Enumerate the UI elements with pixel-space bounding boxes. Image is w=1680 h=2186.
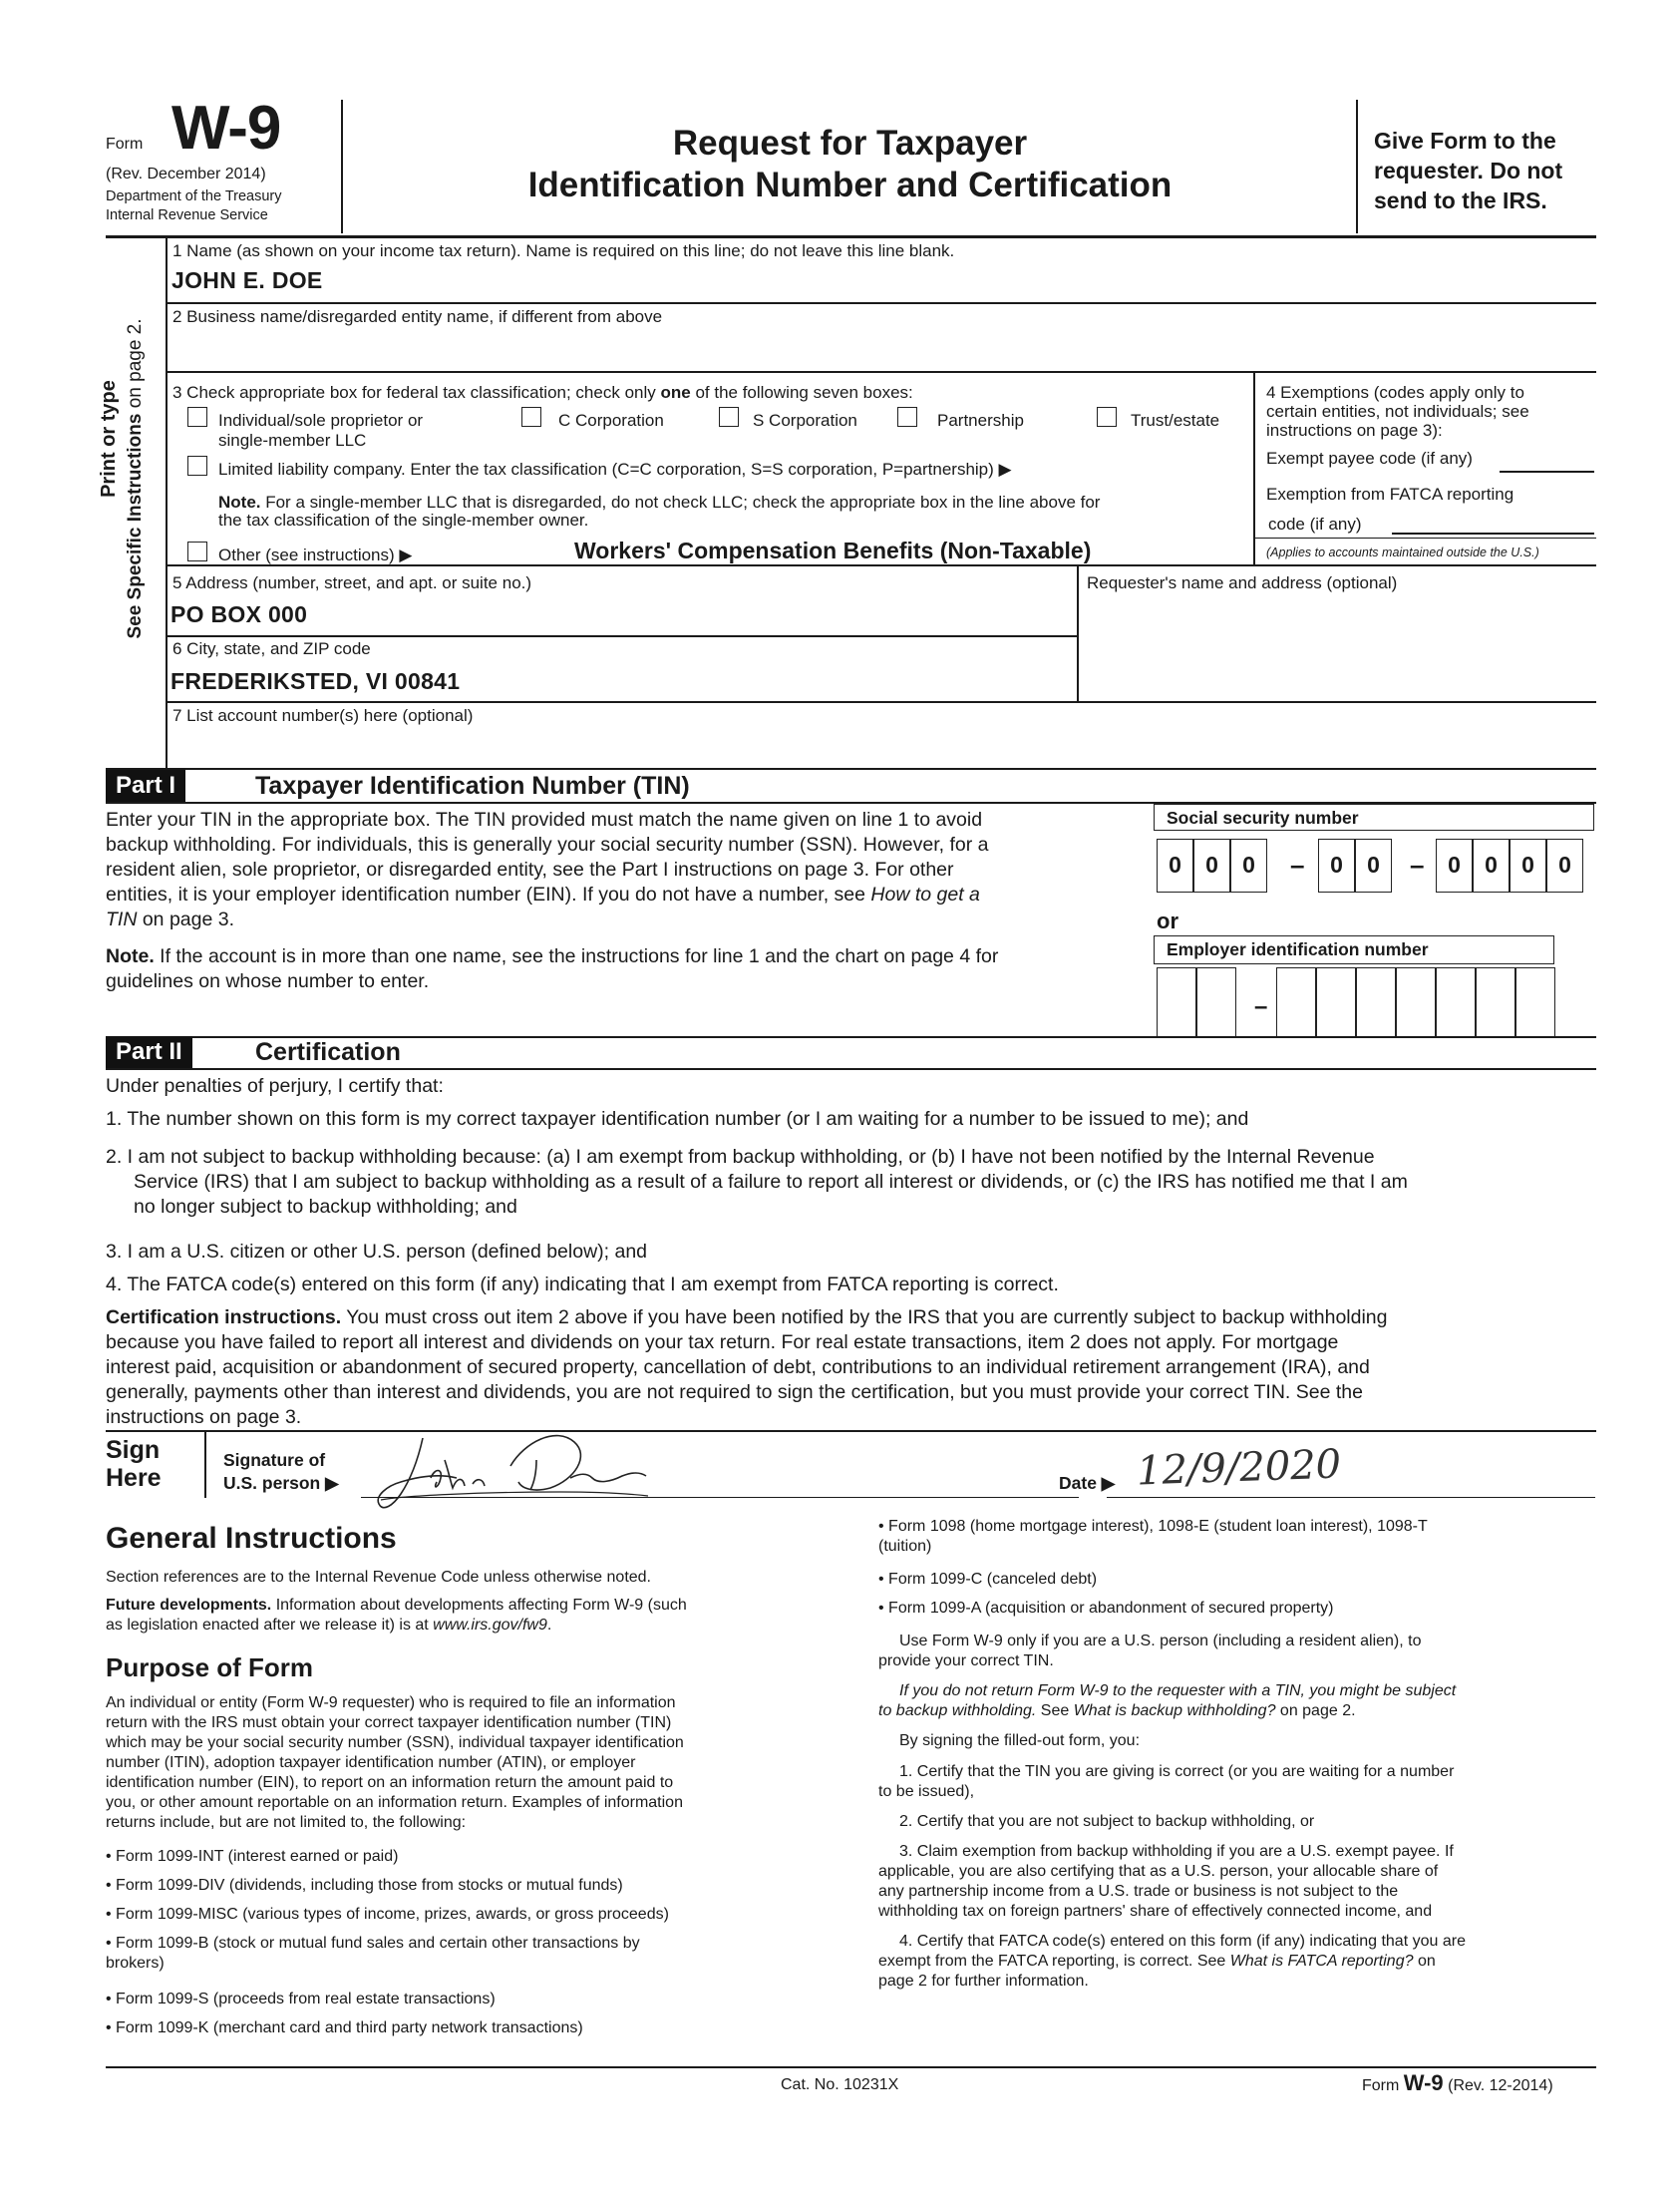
line3-note-1: Note. For a single-member LLC that is disregarded, do not check LLC; check the appropriate box in the line above for bbox=[218, 493, 1101, 512]
r-return-2: to backup withholding. See What is backup withholding? on page 2. bbox=[878, 1702, 1356, 1719]
gi-future-1: Future developments. Information about developments affecting Form W-9 (such bbox=[106, 1597, 687, 1614]
cert-item-4: 4. The FATCA code(s) entered on this form (if any) indicating that I am exempt from FATCA reporting is correct. bbox=[106, 1274, 1059, 1295]
fatca-label-1: Exemption from FATCA reporting bbox=[1266, 485, 1514, 504]
bullet-1099-s: • Form 1099-S (proceeds from real estate transactions) bbox=[106, 1991, 496, 2007]
cert-item-3: 3. I am a U.S. citizen or other U.S. person (defined below); and bbox=[106, 1241, 648, 1263]
form-label: Form bbox=[106, 136, 144, 153]
bullet-1099-div: • Form 1099-DIV (dividends, including those from stocks or mutual funds) bbox=[106, 1877, 623, 1894]
agency: Internal Revenue Service bbox=[106, 207, 268, 223]
cert-item-1: 1. The number shown on this form is my correct taxpayer identification number (or I am waiting for a number to be issued to me); and bbox=[106, 1108, 1249, 1130]
ssn-digit-9[interactable]: 0 bbox=[1546, 839, 1583, 893]
r-certify-1a: 1. Certify that the TIN you are giving is correct (or you are waiting for a number bbox=[899, 1763, 1455, 1780]
line5-label: 5 Address (number, street, and apt. or suite no.) bbox=[172, 573, 532, 592]
part1-p4: entities, it is your employer identification number (EIN). If you do not have a number, see How to get a bbox=[106, 884, 980, 906]
cert-instructions-1: Certification instructions. You must cross out item 2 above if you have been notified by the IRS that you are currently subject to backup withholding bbox=[106, 1306, 1388, 1328]
opt-c-corporation: C Corporation bbox=[558, 411, 664, 430]
part1-note-1: Note. If the account is in more than one name, see the instructions for line 1 and the chart on page 4 for bbox=[106, 945, 999, 967]
give-form-note-1: Give Form to the bbox=[1374, 128, 1556, 154]
signature-field[interactable] bbox=[361, 1416, 650, 1526]
bullet-1099-b-1: • Form 1099-B (stock or mutual fund sales and certain other transactions by bbox=[106, 1935, 640, 1952]
r-claim-a: 3. Claim exemption from backup withholding if you are a U.S. exempt payee. If bbox=[899, 1843, 1454, 1860]
r-1098-1: • Form 1098 (home mortgage interest), 1098-E (student loan interest), 1098-T bbox=[878, 1518, 1428, 1535]
ein-digit-6[interactable] bbox=[1396, 967, 1436, 1037]
ssn-digit-7[interactable]: 0 bbox=[1473, 839, 1510, 893]
cert-item-2a: 2. I am not subject to backup withholding because: (a) I am exempt from backup withholding, or (b) I have not been notified by the Internal Revenue bbox=[106, 1146, 1375, 1168]
part1-tag: Part I bbox=[106, 770, 185, 802]
r-claim-c: any partnership income from a U.S. trade or business is not subject to the bbox=[878, 1883, 1399, 1900]
r-fatca-c: page 2 for further information. bbox=[878, 1973, 1089, 1990]
pf-line-2: return with the IRS must obtain your correct taxpayer identification number (TIN) bbox=[106, 1714, 672, 1731]
opt-partnership: Partnership bbox=[937, 411, 1024, 430]
ein-digit-2[interactable] bbox=[1196, 967, 1236, 1037]
checkbox-s-corporation[interactable] bbox=[719, 407, 739, 427]
form-title-line1: Request for Taxpayer bbox=[672, 124, 1028, 163]
here-label: Here bbox=[106, 1464, 162, 1492]
requester-label: Requester's name and address (optional) bbox=[1087, 573, 1398, 592]
see-instructions: See Specific Instructions on page 2. bbox=[125, 318, 146, 639]
part1-note-2: guidelines on whose number to enter. bbox=[106, 970, 430, 992]
ssn-label: Social security number bbox=[1154, 804, 1594, 831]
ein-digit-8[interactable] bbox=[1476, 967, 1515, 1037]
requester-field[interactable] bbox=[1083, 596, 1591, 696]
opt-individual-1: Individual/sole proprietor or bbox=[218, 411, 424, 430]
checkbox-individual[interactable] bbox=[187, 407, 207, 427]
other-classification-field[interactable]: Workers' Compensation Benefits (Non-Taxable) bbox=[574, 538, 1092, 563]
ssn-digit-1[interactable]: 0 bbox=[1157, 839, 1193, 893]
r-certify-1b: to be issued), bbox=[878, 1783, 975, 1800]
r-fatca-b: exempt from the FATCA reporting, is correct. See What is FATCA reporting? on bbox=[878, 1953, 1436, 1970]
r-claim-b: applicable, you are also certifying that as a U.S. person, your allocable share of bbox=[878, 1863, 1439, 1880]
part2-tag: Part II bbox=[106, 1036, 192, 1068]
part2-title: Certification bbox=[255, 1038, 401, 1066]
ein-digit-1[interactable] bbox=[1157, 967, 1196, 1037]
footer-form-id: Form W-9 (Rev. 12-2014) bbox=[1362, 2070, 1553, 2095]
print-or-type: Print or type bbox=[98, 380, 120, 498]
ein-digit-9[interactable] bbox=[1515, 967, 1555, 1037]
line4-text-2: certain entities, not individuals; see bbox=[1266, 402, 1529, 421]
part1-p5: TIN on page 3. bbox=[106, 909, 235, 930]
line2-business-name-field[interactable] bbox=[171, 333, 1567, 363]
bullet-1099-misc: • Form 1099-MISC (various types of income, prizes, awards, or gross proceeds) bbox=[106, 1906, 669, 1923]
fatca-code-field[interactable] bbox=[1392, 533, 1594, 535]
r-fatca-a: 4. Certify that FATCA code(s) entered on this form (if any) indicating that you are bbox=[899, 1933, 1466, 1950]
date-field[interactable]: 12/9/2020 bbox=[1136, 1441, 1342, 1495]
pf-line-5: identification number (EIN), to report on an information return the amount paid to bbox=[106, 1774, 674, 1791]
line4-text-3: instructions on page 3): bbox=[1266, 421, 1443, 440]
opt-s-corporation: S Corporation bbox=[753, 411, 857, 430]
ssn-digit-8[interactable]: 0 bbox=[1510, 839, 1546, 893]
r-signing: By signing the filled-out form, you: bbox=[899, 1732, 1141, 1749]
line7-account-field[interactable] bbox=[171, 728, 1587, 766]
ssn-digit-6[interactable]: 0 bbox=[1436, 839, 1473, 893]
r-use-1: Use Form W-9 only if you are a U.S. person (including a resident alien), to bbox=[899, 1633, 1422, 1649]
purpose-title: Purpose of Form bbox=[106, 1652, 314, 1682]
line6-label: 6 City, state, and ZIP code bbox=[172, 639, 371, 658]
gi-p1: Section references are to the Internal Revenue Code unless otherwise noted. bbox=[106, 1569, 651, 1586]
r-claim-d: withholding tax on foreign partners' share of effectively connected income, and bbox=[878, 1903, 1433, 1920]
opt-individual-2: single-member LLC bbox=[218, 431, 367, 450]
line4-text-1: 4 Exemptions (codes apply only to bbox=[1266, 383, 1524, 402]
line1-label: 1 Name (as shown on your income tax return). Name is required on this line; do not leave this line blank. bbox=[172, 241, 955, 260]
line2-label: 2 Business name/disregarded entity name, if different from above bbox=[172, 307, 663, 326]
checkbox-trust-estate[interactable] bbox=[1097, 407, 1117, 427]
cert-instructions-3: interest paid, acquisition or abandonment of secured property, cancellation of debt, contributions to an individual retirement arrangement (IRA), and bbox=[106, 1356, 1370, 1378]
line1-name-field[interactable]: JOHN E. DOE bbox=[171, 267, 323, 293]
date-label: Date ▶ bbox=[1059, 1473, 1116, 1493]
r-use-2: provide your correct TIN. bbox=[878, 1652, 1054, 1669]
checkbox-c-corporation[interactable] bbox=[521, 407, 541, 427]
part1-title: Taxpayer Identification Number (TIN) bbox=[255, 772, 690, 800]
checkbox-llc[interactable] bbox=[187, 456, 207, 476]
r-certify-2: 2. Certify that you are not subject to backup withholding, or bbox=[899, 1813, 1315, 1830]
ein-digit-3[interactable] bbox=[1276, 967, 1316, 1037]
general-instructions-title: General Instructions bbox=[106, 1522, 397, 1555]
opt-trust-estate: Trust/estate bbox=[1131, 411, 1220, 430]
fatca-applies-note: (Applies to accounts maintained outside the U.S.) bbox=[1266, 546, 1539, 559]
gi-future-2: as legislation enacted after we release it) is at www.irs.gov/fw9. bbox=[106, 1617, 552, 1634]
cert-item-2c: no longer subject to backup withholding; and bbox=[134, 1196, 517, 1218]
r-1099-a: • Form 1099-A (acquisition or abandonment of secured property) bbox=[878, 1600, 1334, 1617]
checkbox-other[interactable] bbox=[187, 542, 207, 561]
opt-other: Other (see instructions) ▶ bbox=[218, 546, 413, 564]
line6-city-field[interactable]: FREDERIKSTED, VI 00841 bbox=[170, 668, 461, 694]
bullet-1099-b-2: brokers) bbox=[106, 1955, 165, 1972]
ssn-digit-2[interactable]: 0 bbox=[1193, 839, 1230, 893]
part2-intro: Under penalties of perjury, I certify that: bbox=[106, 1075, 444, 1097]
ssn-dash-2: – bbox=[1410, 850, 1425, 880]
signature-label-2: U.S. person ▶ bbox=[223, 1473, 339, 1493]
ein-digit-5[interactable] bbox=[1356, 967, 1396, 1037]
signature-image bbox=[361, 1416, 650, 1526]
checkbox-partnership[interactable] bbox=[897, 407, 917, 427]
ein-digit-4[interactable] bbox=[1316, 967, 1356, 1037]
part1-p1: Enter your TIN in the appropriate box. The TIN provided must match the name given on line 1 to avoid bbox=[106, 809, 983, 831]
cert-item-2b: Service (IRS) that I am subject to backup withholding as a result of a failure to report all interest or dividends, or (c) the IRS has notified me that I am bbox=[134, 1171, 1408, 1193]
pf-line-1: An individual or entity (Form W-9 requester) who is required to file an information bbox=[106, 1694, 676, 1711]
form-revision: (Rev. December 2014) bbox=[106, 166, 266, 182]
bullet-1099-int: • Form 1099-INT (interest earned or paid) bbox=[106, 1848, 399, 1865]
ein-dash: – bbox=[1254, 993, 1268, 1020]
signature-label-1: Signature of bbox=[223, 1450, 326, 1470]
sign-label: Sign bbox=[106, 1436, 161, 1464]
form-name: W-9 bbox=[171, 94, 281, 163]
pf-line-3: which may be your social security number (SSN), individual taxpayer identification bbox=[106, 1734, 684, 1751]
exempt-payee-field[interactable] bbox=[1500, 471, 1594, 473]
or-label: or bbox=[1157, 909, 1178, 933]
bullet-1099-k: • Form 1099-K (merchant card and third party network transactions) bbox=[106, 2019, 583, 2036]
line3-label: 3 Check appropriate box for federal tax classification; check only one of the following seven boxes: bbox=[172, 383, 913, 402]
ssn-digit-3[interactable]: 0 bbox=[1230, 839, 1267, 893]
cert-instructions-4: generally, payments other than interest and dividends, you are not required to sign the certification, but you must provide your correct TIN. See the bbox=[106, 1381, 1363, 1403]
catalog-number: Cat. No. 10231X bbox=[781, 2076, 899, 2093]
ein-digit-7[interactable] bbox=[1436, 967, 1476, 1037]
fatca-label-2: code (if any) bbox=[1268, 515, 1362, 534]
line3-note-2: the tax classification of the single-member owner. bbox=[218, 511, 589, 530]
form-title-line2: Identification Number and Certification bbox=[527, 166, 1173, 204]
r-return-1: If you do not return Form W-9 to the requester with a TIN, you might be subject bbox=[899, 1682, 1457, 1699]
opt-llc: Limited liability company. Enter the tax classification (C=C corporation, S=S corporation, P=partnership) ▶ bbox=[218, 460, 1012, 479]
ssn-digit-5[interactable]: 0 bbox=[1355, 839, 1392, 893]
pf-line-4: number (ITIN), adoption taxpayer identification number (ATIN), or employer bbox=[106, 1754, 636, 1771]
pf-line-6: you, or other amount reportable on an information return. Examples of information bbox=[106, 1794, 683, 1811]
part1-p2: backup withholding. For individuals, this is generally your social security number (SSN). However, for a bbox=[106, 834, 989, 856]
pf-line-7: returns include, but are not limited to, the following: bbox=[106, 1814, 467, 1831]
ssn-digit-4[interactable]: 0 bbox=[1318, 839, 1355, 893]
line7-label: 7 List account number(s) here (optional) bbox=[172, 706, 474, 725]
cert-instructions-2: because you have failed to report all interest and dividends on your tax return. For real estate transactions, item 2 does not apply. For mortgage bbox=[106, 1331, 1339, 1353]
give-form-note-2: requester. Do not bbox=[1374, 158, 1563, 183]
department: Department of the Treasury bbox=[106, 188, 282, 204]
give-form-note-3: send to the IRS. bbox=[1374, 187, 1547, 213]
line5-address-field[interactable]: PO BOX 000 bbox=[170, 601, 308, 627]
exempt-payee-label: Exempt payee code (if any) bbox=[1266, 449, 1473, 468]
ein-label: Employer identification number bbox=[1154, 935, 1554, 964]
r-1098-2: (tuition) bbox=[878, 1538, 932, 1555]
cert-instructions-5: instructions on page 3. bbox=[106, 1406, 302, 1428]
ssn-dash-1: – bbox=[1290, 850, 1305, 880]
part1-p3: resident alien, sole proprietor, or disregarded entity, see the Part I instructions on page 3. For other bbox=[106, 859, 954, 881]
r-1099-c: • Form 1099-C (canceled debt) bbox=[878, 1571, 1098, 1588]
side-label bbox=[98, 269, 158, 688]
